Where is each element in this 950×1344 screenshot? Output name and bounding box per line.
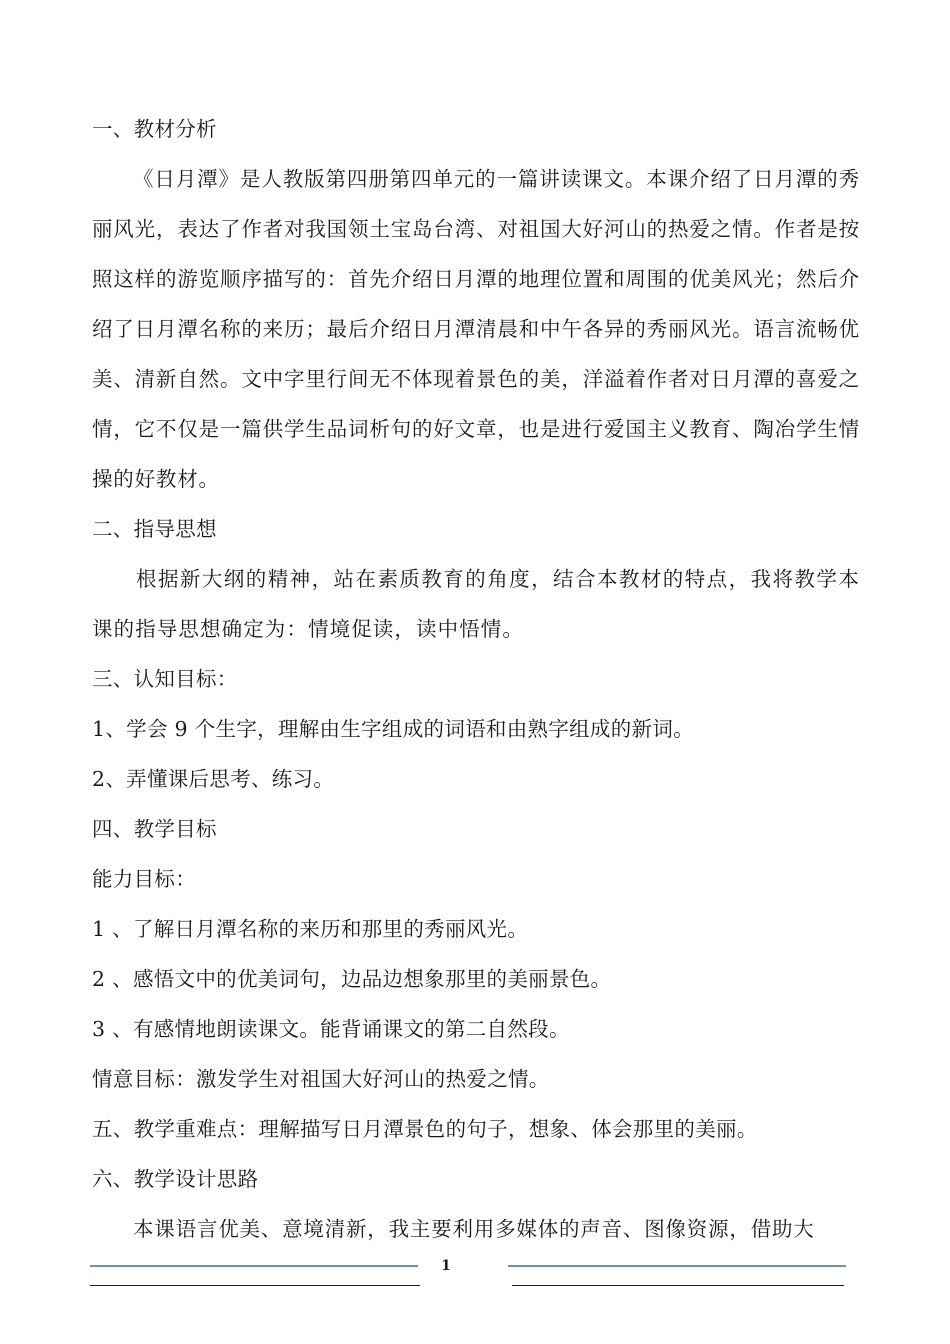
ability-goal-3: 3 、有感情地朗读课文。能背诵课文的第二自然段。 [92, 1017, 570, 1041]
document-body [92, 104, 860, 1254]
paragraph-guiding-idea: 根据新大纲的精神，站在素质教育的角度，结合本教材的特点，我将教学本课的指导思想确定为：情境促读，读中悟情。 [92, 567, 860, 641]
footer-rule-right-top [508, 1265, 846, 1267]
footer-rule-right-bottom [512, 1285, 844, 1286]
ability-goals-label: 能力目标： [92, 867, 196, 891]
footer-rule-left-bottom [90, 1285, 420, 1286]
ability-goal-2: 2 、感悟文中的优美词句，边品边想象那里的美丽景色。 [92, 967, 612, 991]
paragraph-textbook-analysis: 《日月潭》是人教版第四册第四单元的一篇讲读课文。本课介绍了日月潭的秀丽风光，表达了作者对我国领土宝岛台湾、对祖国大好河山的热爱之情。作者是按照这样的游览顺序描写的：首先介绍日月潭的地理位置和周围的优美风光；然后介绍了日月潭名称的来历；最后介绍日月潭清晨和中午各异的秀丽风光。语言流畅优美、清新自然。文中字里行间无不体现着景色的美，洋溢着作者对日月潭的喜爱之情，它不仅是一篇供学生品词析句的好文章，也是进行爱国主义教育、陶冶学生情操的好教材。 [92, 167, 860, 491]
section-heading-1: 一、教材分析 [92, 117, 217, 141]
paragraph-design-idea: 本课语言优美、意境清新，我主要利用多媒体的声音、图像资源，借助大 [133, 1217, 815, 1241]
footer-rule-left-top [90, 1265, 418, 1267]
cognitive-goal-1: 1、学会 9 个生字，理解由生字组成的词语和由熟字组成的新词。 [92, 717, 694, 741]
section-heading-5: 五、教学重难点：理解描写日月潭景色的句子，想象、体会那里的美丽。 [92, 1117, 758, 1141]
section-heading-4: 四、教学目标 [92, 817, 217, 841]
page-number: 1 [441, 1258, 451, 1274]
ability-goal-1: 1 、了解日月潭名称的来历和那里的秀丽风光。 [92, 917, 529, 941]
section-heading-2: 二、指导思想 [92, 517, 217, 541]
section-heading-6: 六、教学设计思路 [92, 1167, 259, 1191]
emotion-goal: 情意目标：激发学生对祖国大好河山的热爱之情。 [92, 1067, 550, 1091]
cognitive-goal-2: 2、弄懂课后思考、练习。 [92, 767, 335, 791]
section-heading-3: 三、认知目标： [92, 667, 238, 691]
page-footer [0, 1250, 950, 1300]
